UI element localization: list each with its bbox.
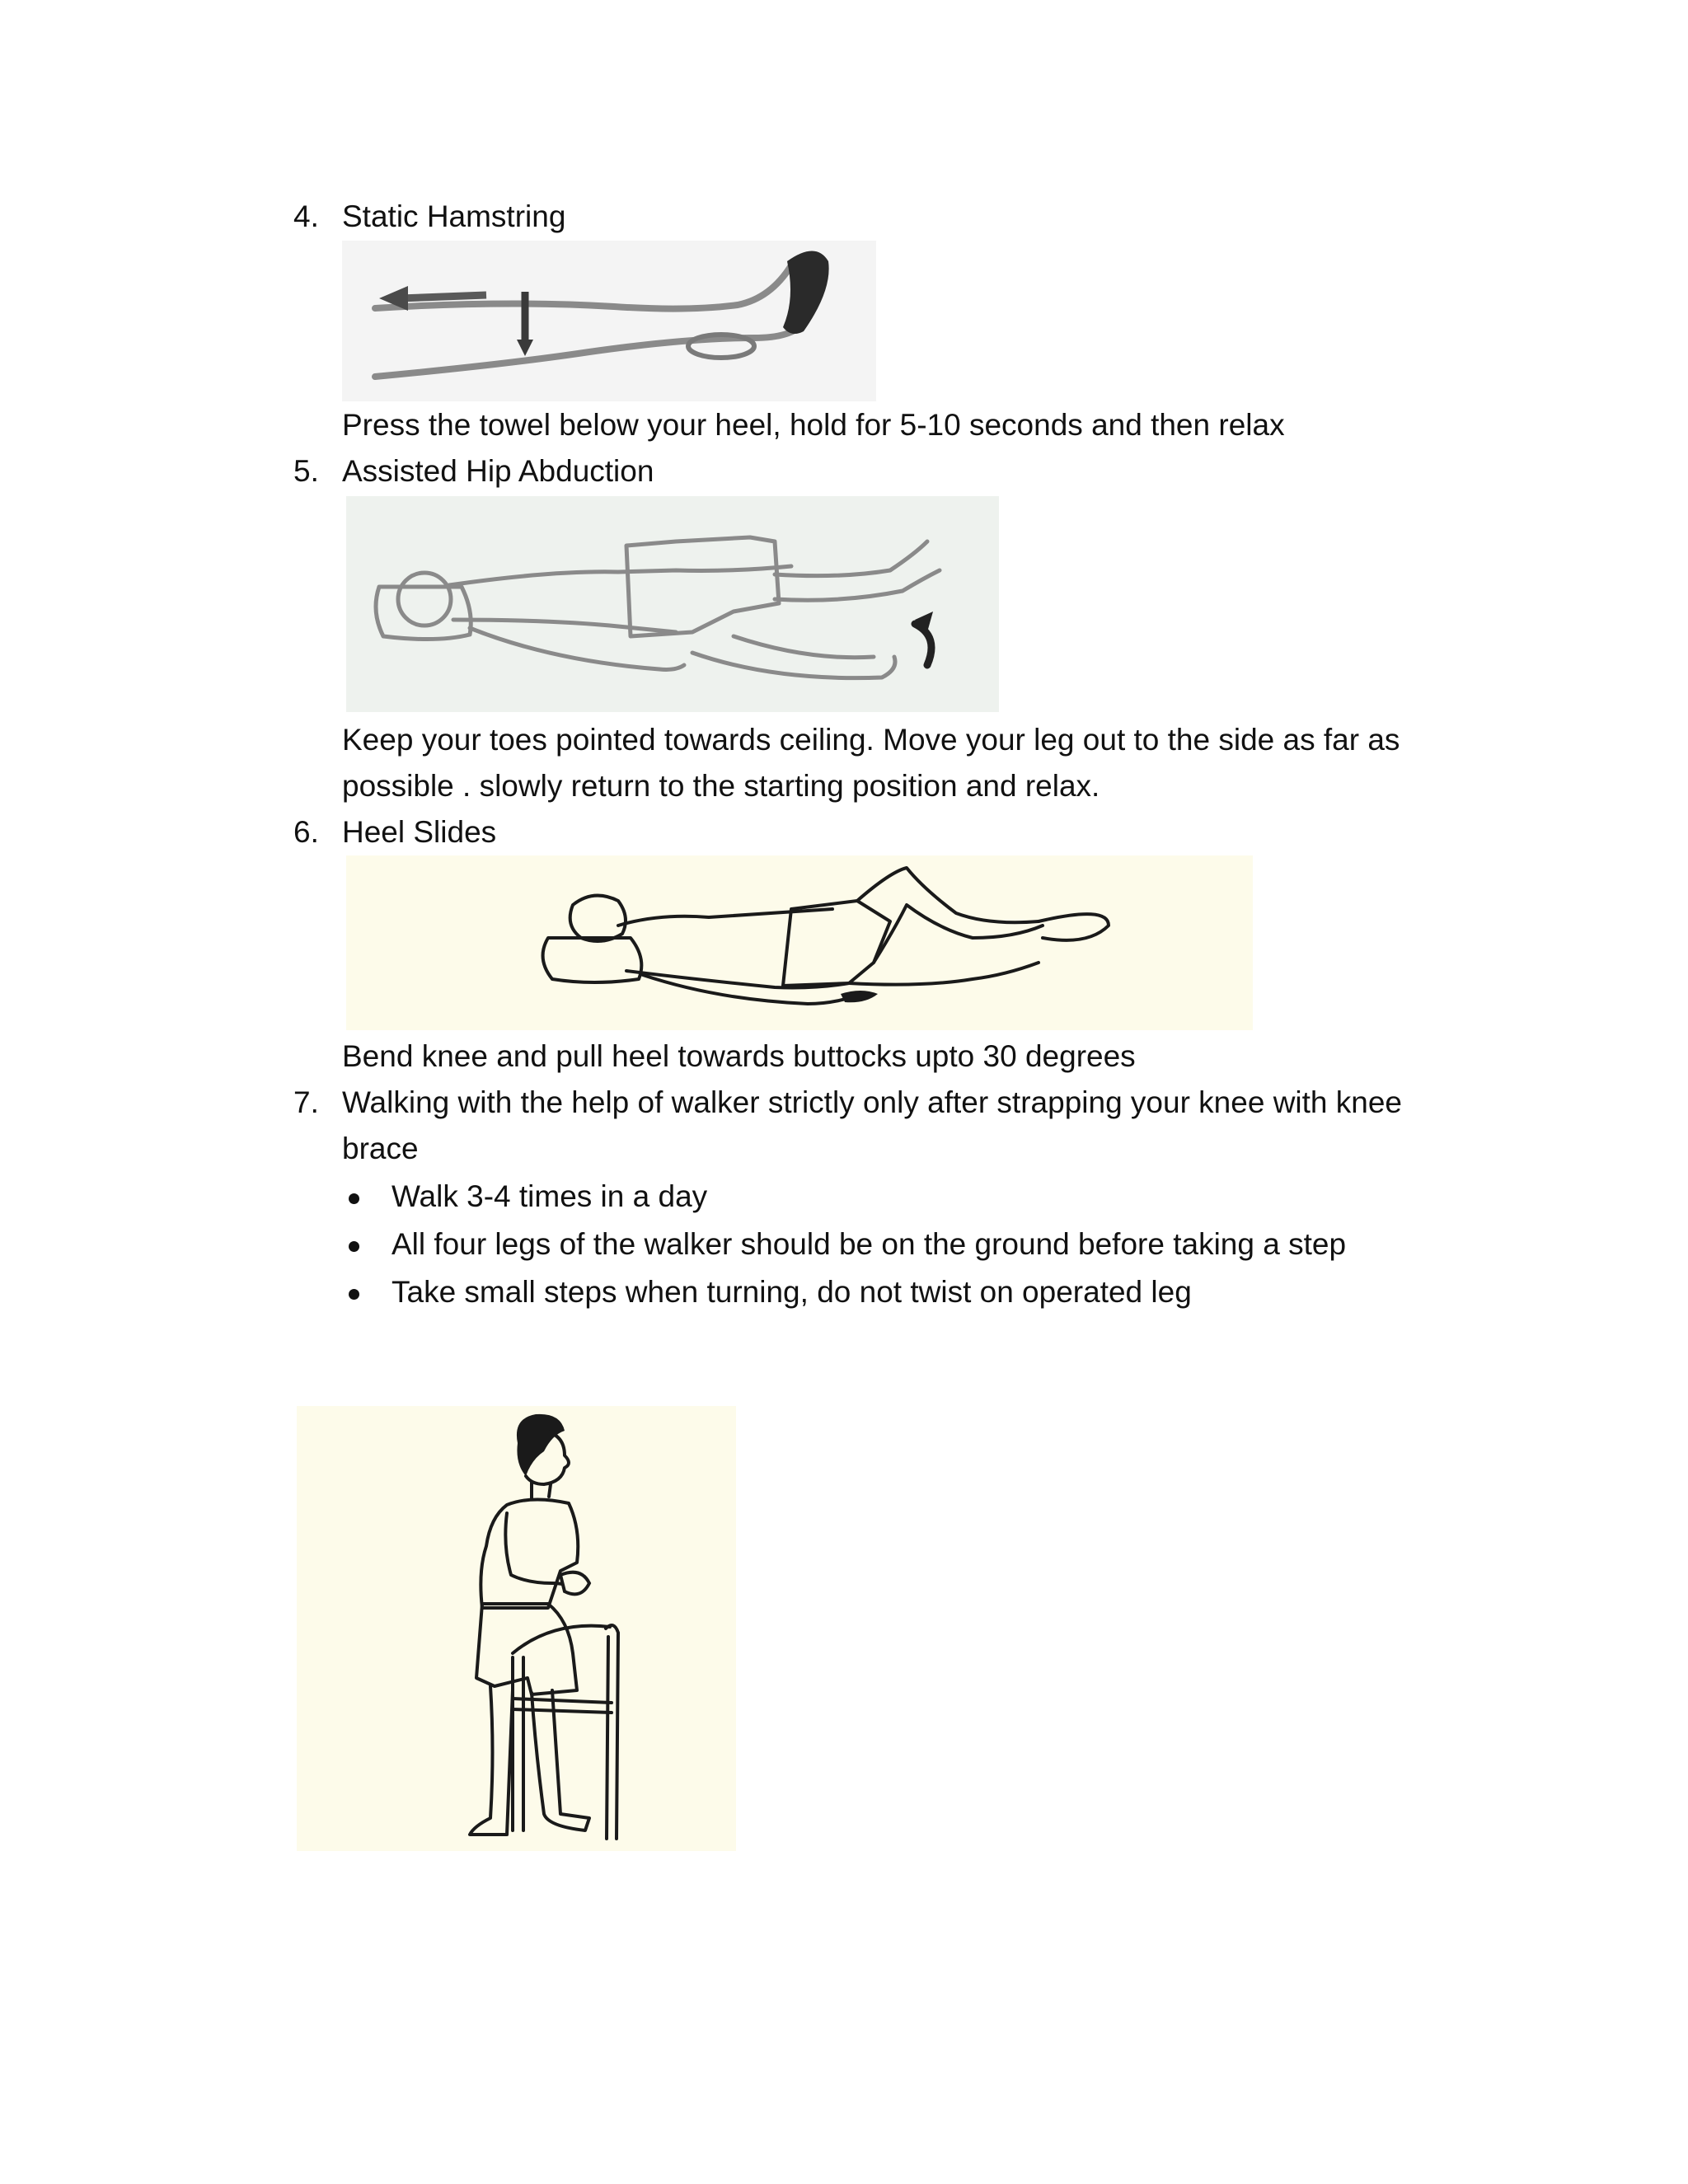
item-7-title-line-2: brace: [342, 1132, 419, 1165]
item-5-description-line-1: Keep your toes pointed towards ceiling. Move your leg out to the side as far as: [342, 723, 1400, 757]
static-hamstring-figure: [342, 241, 876, 401]
item-6-number: 6.: [293, 815, 319, 849]
figure-background: [297, 1406, 736, 1851]
item-6-title: Heel Slides: [342, 815, 497, 849]
figure-background: [346, 496, 999, 712]
item-7-number: 7.: [293, 1085, 319, 1119]
item-5-description-line-2: possible . slowly return to the starting position and relax.: [342, 769, 1100, 803]
bullet-icon: [349, 1289, 359, 1300]
item-7-bullet-2: All four legs of the walker should be on the ground before taking a step: [392, 1227, 1347, 1261]
hip-abduction-figure: [346, 496, 999, 712]
bullet-icon: [349, 1241, 359, 1252]
item-5-title: Assisted Hip Abduction: [342, 454, 654, 488]
item-5-number: 5.: [293, 454, 319, 488]
bullet-icon: [349, 1193, 359, 1204]
heel-slides-figure: [346, 855, 1253, 1030]
walker-figure: [297, 1406, 736, 1851]
item-7-title-line-1: Walking with the help of walker strictly only after strapping your knee with knee: [342, 1085, 1403, 1119]
item-4-number: 4.: [293, 199, 319, 233]
item-7-bullet-1: Walk 3-4 times in a day: [392, 1179, 708, 1213]
item-6-description: Bend knee and pull heel towards buttocks upto 30 degrees: [342, 1039, 1136, 1073]
hand: [560, 1572, 589, 1595]
item-7-bullet-3: Take small steps when turning, do not twist on operated leg: [392, 1275, 1192, 1309]
pull-arrow-shaft: [400, 295, 486, 298]
item-4-description: Press the towel below your heel, hold for 5-10 seconds and then relax: [342, 408, 1285, 442]
item-4-title: Static Hamstring: [342, 199, 566, 233]
